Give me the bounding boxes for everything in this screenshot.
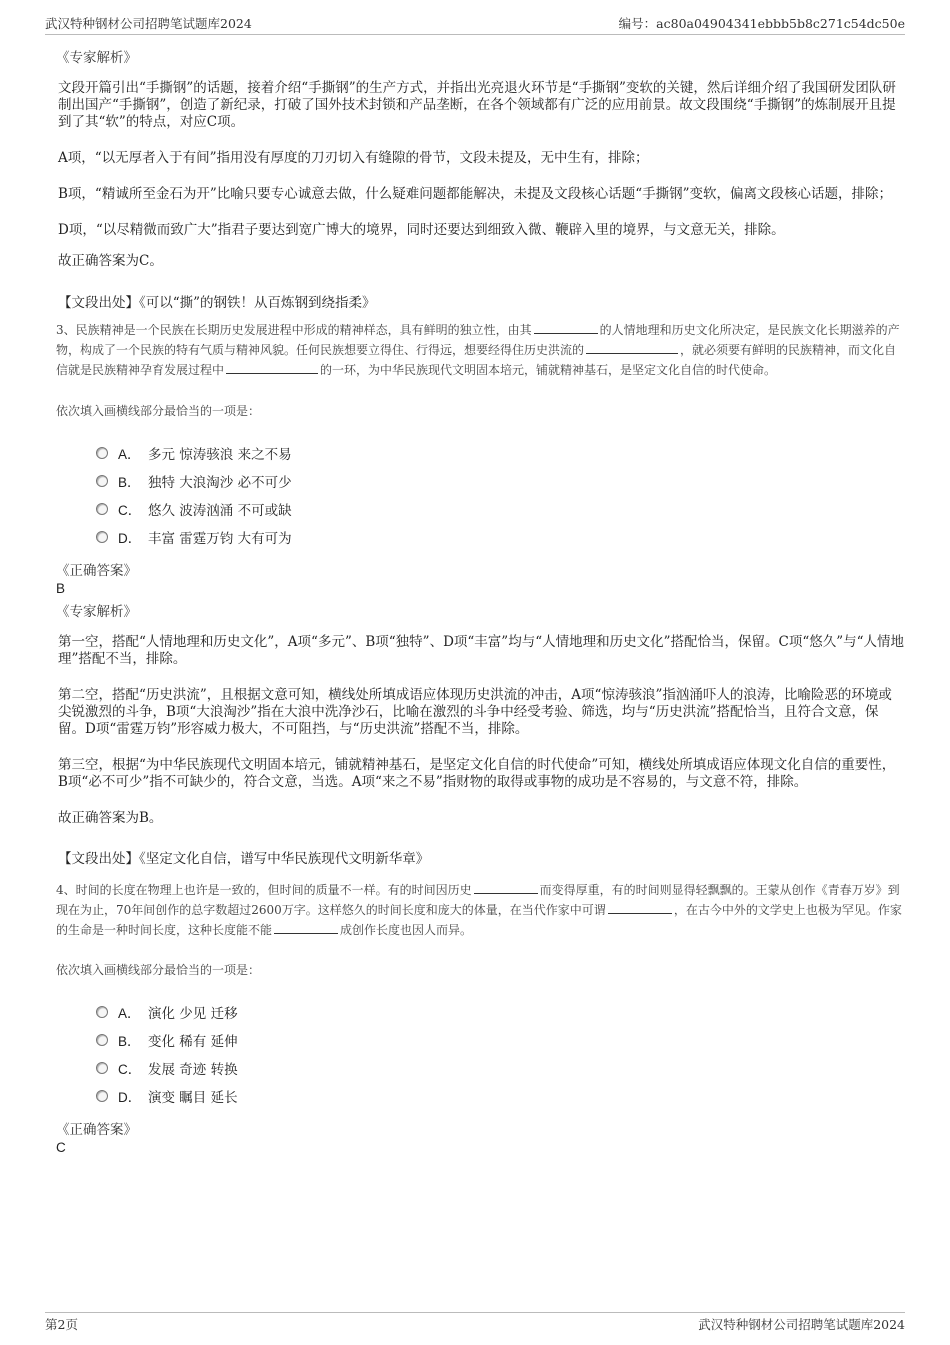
option-c[interactable] (96, 495, 905, 523)
question-prompt: 依次填入画横线部分最恰当的一项是： (56, 404, 261, 418)
page-number: 第2页 (45, 1317, 78, 1332)
page-footer (45, 1312, 905, 1333)
analysis-paragraph: D项，“以尽精微而致广大”指君子要达到宽广博大的境界，同时还要达到细致入微、鞭辟入里的境界，与文意无关，排除。 (58, 222, 785, 238)
option-text: 演化 少见 迁移 (148, 1006, 238, 1022)
question-3 (56, 320, 905, 380)
question-text: 的人情地理和历史文化所决定，是民族文化长期滋养的产物，构成了一个民族的特有气质与精神风貌。任何民族想要立得住、行得远，想要经得住历史洪流的 (56, 323, 900, 357)
option-b[interactable] (96, 1026, 905, 1054)
option-text: 独特 大浪淘沙 必不可少 (148, 475, 292, 491)
option-text: 丰富 雷霆万钧 大有可为 (148, 531, 292, 547)
source-citation: 【文段出处】《坚定文化自信，谱写中华民族现代文明新华章》 (58, 851, 430, 867)
question-text: 4、时间的长度在物理上也许是一致的，但时间的质量不一样。有的时间因历史 (56, 883, 472, 897)
fill-blank (226, 361, 318, 374)
header-serial: 编号：ac80a04904341ebbb5b8c271c54dc50e (618, 16, 905, 31)
fill-blank (608, 901, 672, 914)
question-text: ，就必须要有鲜明的民族精神，而文化自信就是民族精神孕育发展过程中 (56, 343, 897, 377)
option-key: C． (118, 503, 142, 518)
radio-icon[interactable] (96, 447, 108, 459)
source-citation: 【文段出处】《可以“撕”的钢铁！从百炼钢到绕指柔》 (58, 295, 376, 311)
option-d[interactable] (96, 523, 905, 551)
options-list (96, 439, 905, 551)
option-key: D． (118, 531, 142, 546)
option-text: 演变 瞩目 延长 (148, 1090, 238, 1106)
analysis-label: 《专家解析》 (56, 50, 137, 66)
option-text: 多元 惊涛骇浪 来之不易 (148, 447, 292, 463)
option-d[interactable] (96, 1082, 905, 1110)
question-text: 的一环，为中华民族现代文明固本培元，铺就精神基石，是坚定文化自信的时代使命。 (320, 363, 777, 377)
option-key: B． (118, 1034, 141, 1049)
fill-blank (534, 321, 598, 334)
analysis-paragraph: 文段开篇引出“手撕钢”的话题，接着介绍“手撕钢”的生产方式，并指出光亮退火环节是“手撕钢”变软的关键，然后详细介绍了我国研发团队研制出国产“手撕钢”，创造了新纪录，打破了国外技术封锁和产品垄断，在各个领域都有广泛的应用前景。故文段围绕“手撕钢”的炼制展开且提到了其“软”的特点，对应C项。 (58, 80, 896, 130)
question-text: ，在古今中外的文学史上也极为罕见。作家的生命是一种时间长度，这种长度能不能 (56, 903, 902, 937)
radio-icon[interactable] (96, 503, 108, 515)
analysis-paragraph: 第三空，根据“为中华民族现代文明固本培元，铺就精神基石，是坚定文化自信的时代使命”可知，横线处所填成语应体现文化自信的重要性，B项“必不可少”指不可缺少的，符合文意，当选。A项“来之不易”指财物的取得或事物的成功是不容易的，与文意不符，排除。 (58, 757, 896, 790)
option-key: A． (118, 447, 141, 462)
option-a[interactable] (96, 998, 905, 1026)
question-4 (56, 880, 905, 940)
analysis-paragraph: A项，“以无厚者入于有间”指用没有厚度的刀刃切入有缝隙的骨节，文段未提及，无中生有，排除； (58, 150, 649, 166)
fill-blank (274, 921, 338, 934)
answer-value: B (56, 581, 66, 596)
analysis-paragraph: 故正确答案为B。 (58, 810, 163, 826)
analysis-paragraph: B项，“精诚所至金石为开”比喻只要专心诚意去做，什么疑难问题都能解决，未提及文段核心话题“手撕钢”变软，偏离文段核心话题，排除； (58, 186, 893, 202)
page-content (56, 46, 905, 1155)
option-text: 变化 稀有 延伸 (148, 1034, 238, 1050)
radio-icon[interactable] (96, 1090, 108, 1102)
page-header (45, 14, 905, 35)
option-text: 发展 奇迹 转换 (148, 1062, 238, 1078)
option-key: D． (118, 1090, 142, 1105)
question-text: 3、民族精神是一个民族在长期历史发展进程中形成的精神样态，具有鲜明的独立性，由其 (56, 323, 532, 337)
option-key: A． (118, 1006, 141, 1021)
radio-icon[interactable] (96, 1034, 108, 1046)
radio-icon[interactable] (96, 1062, 108, 1074)
analysis-paragraph: 故正确答案为C。 (58, 253, 163, 269)
header-title: 武汉特种钢材公司招聘笔试题库2024 (45, 16, 252, 31)
radio-icon[interactable] (96, 475, 108, 487)
option-b[interactable] (96, 467, 905, 495)
question-prompt: 依次填入画横线部分最恰当的一项是： (56, 963, 261, 977)
option-a[interactable] (96, 439, 905, 467)
radio-icon[interactable] (96, 1006, 108, 1018)
fill-blank (474, 881, 538, 894)
question-text: 而变得厚重，有的时间则显得轻飘飘的。王蒙从创作《青春万岁》到现在为止，70年间创作的总字数超过2600万字。这样悠久的时间长度和庞大的体量，在当代作家中可谓 (56, 883, 900, 917)
footer-title: 武汉特种钢材公司招聘笔试题库2024 (698, 1317, 905, 1332)
analysis-paragraph: 第一空，搭配“人情地理和历史文化”，A项“多元”、B项“独特”、D项“丰富”均与“人情地理和历史文化”搭配恰当，保留。C项“悠久”与“人情地理”搭配不当，排除。 (58, 634, 905, 667)
analysis-paragraph: 第二空，搭配“历史洪流”，且根据文意可知，横线处所填成语应体现历史洪流的冲击，A项“惊涛骇浪”指汹涌吓人的浪涛，比喻险恶的环境或尖锐激烈的斗争，B项“大浪淘沙”指在大浪中洗净沙石，比喻在激烈的斗争中经受考验、筛选，均与“历史洪流”搭配恰当，且符合文意，保留。D项“雷霆万钧”形容威力极大，不可阻挡，与“历史洪流”搭配不当，排除。 (58, 687, 892, 737)
answer-label: 《正确答案》 (56, 563, 137, 579)
radio-icon[interactable] (96, 531, 108, 543)
question-text: 成创作长度也因人而异。 (340, 923, 473, 937)
option-text: 悠久 波涛汹涌 不可或缺 (148, 503, 292, 519)
answer-label: 《正确答案》 (56, 1122, 137, 1138)
answer-value: C (56, 1140, 66, 1155)
option-key: C． (118, 1062, 142, 1077)
options-list (96, 998, 905, 1110)
option-c[interactable] (96, 1054, 905, 1082)
option-key: B． (118, 475, 141, 490)
fill-blank (586, 341, 678, 354)
analysis-label: 《专家解析》 (56, 604, 137, 620)
